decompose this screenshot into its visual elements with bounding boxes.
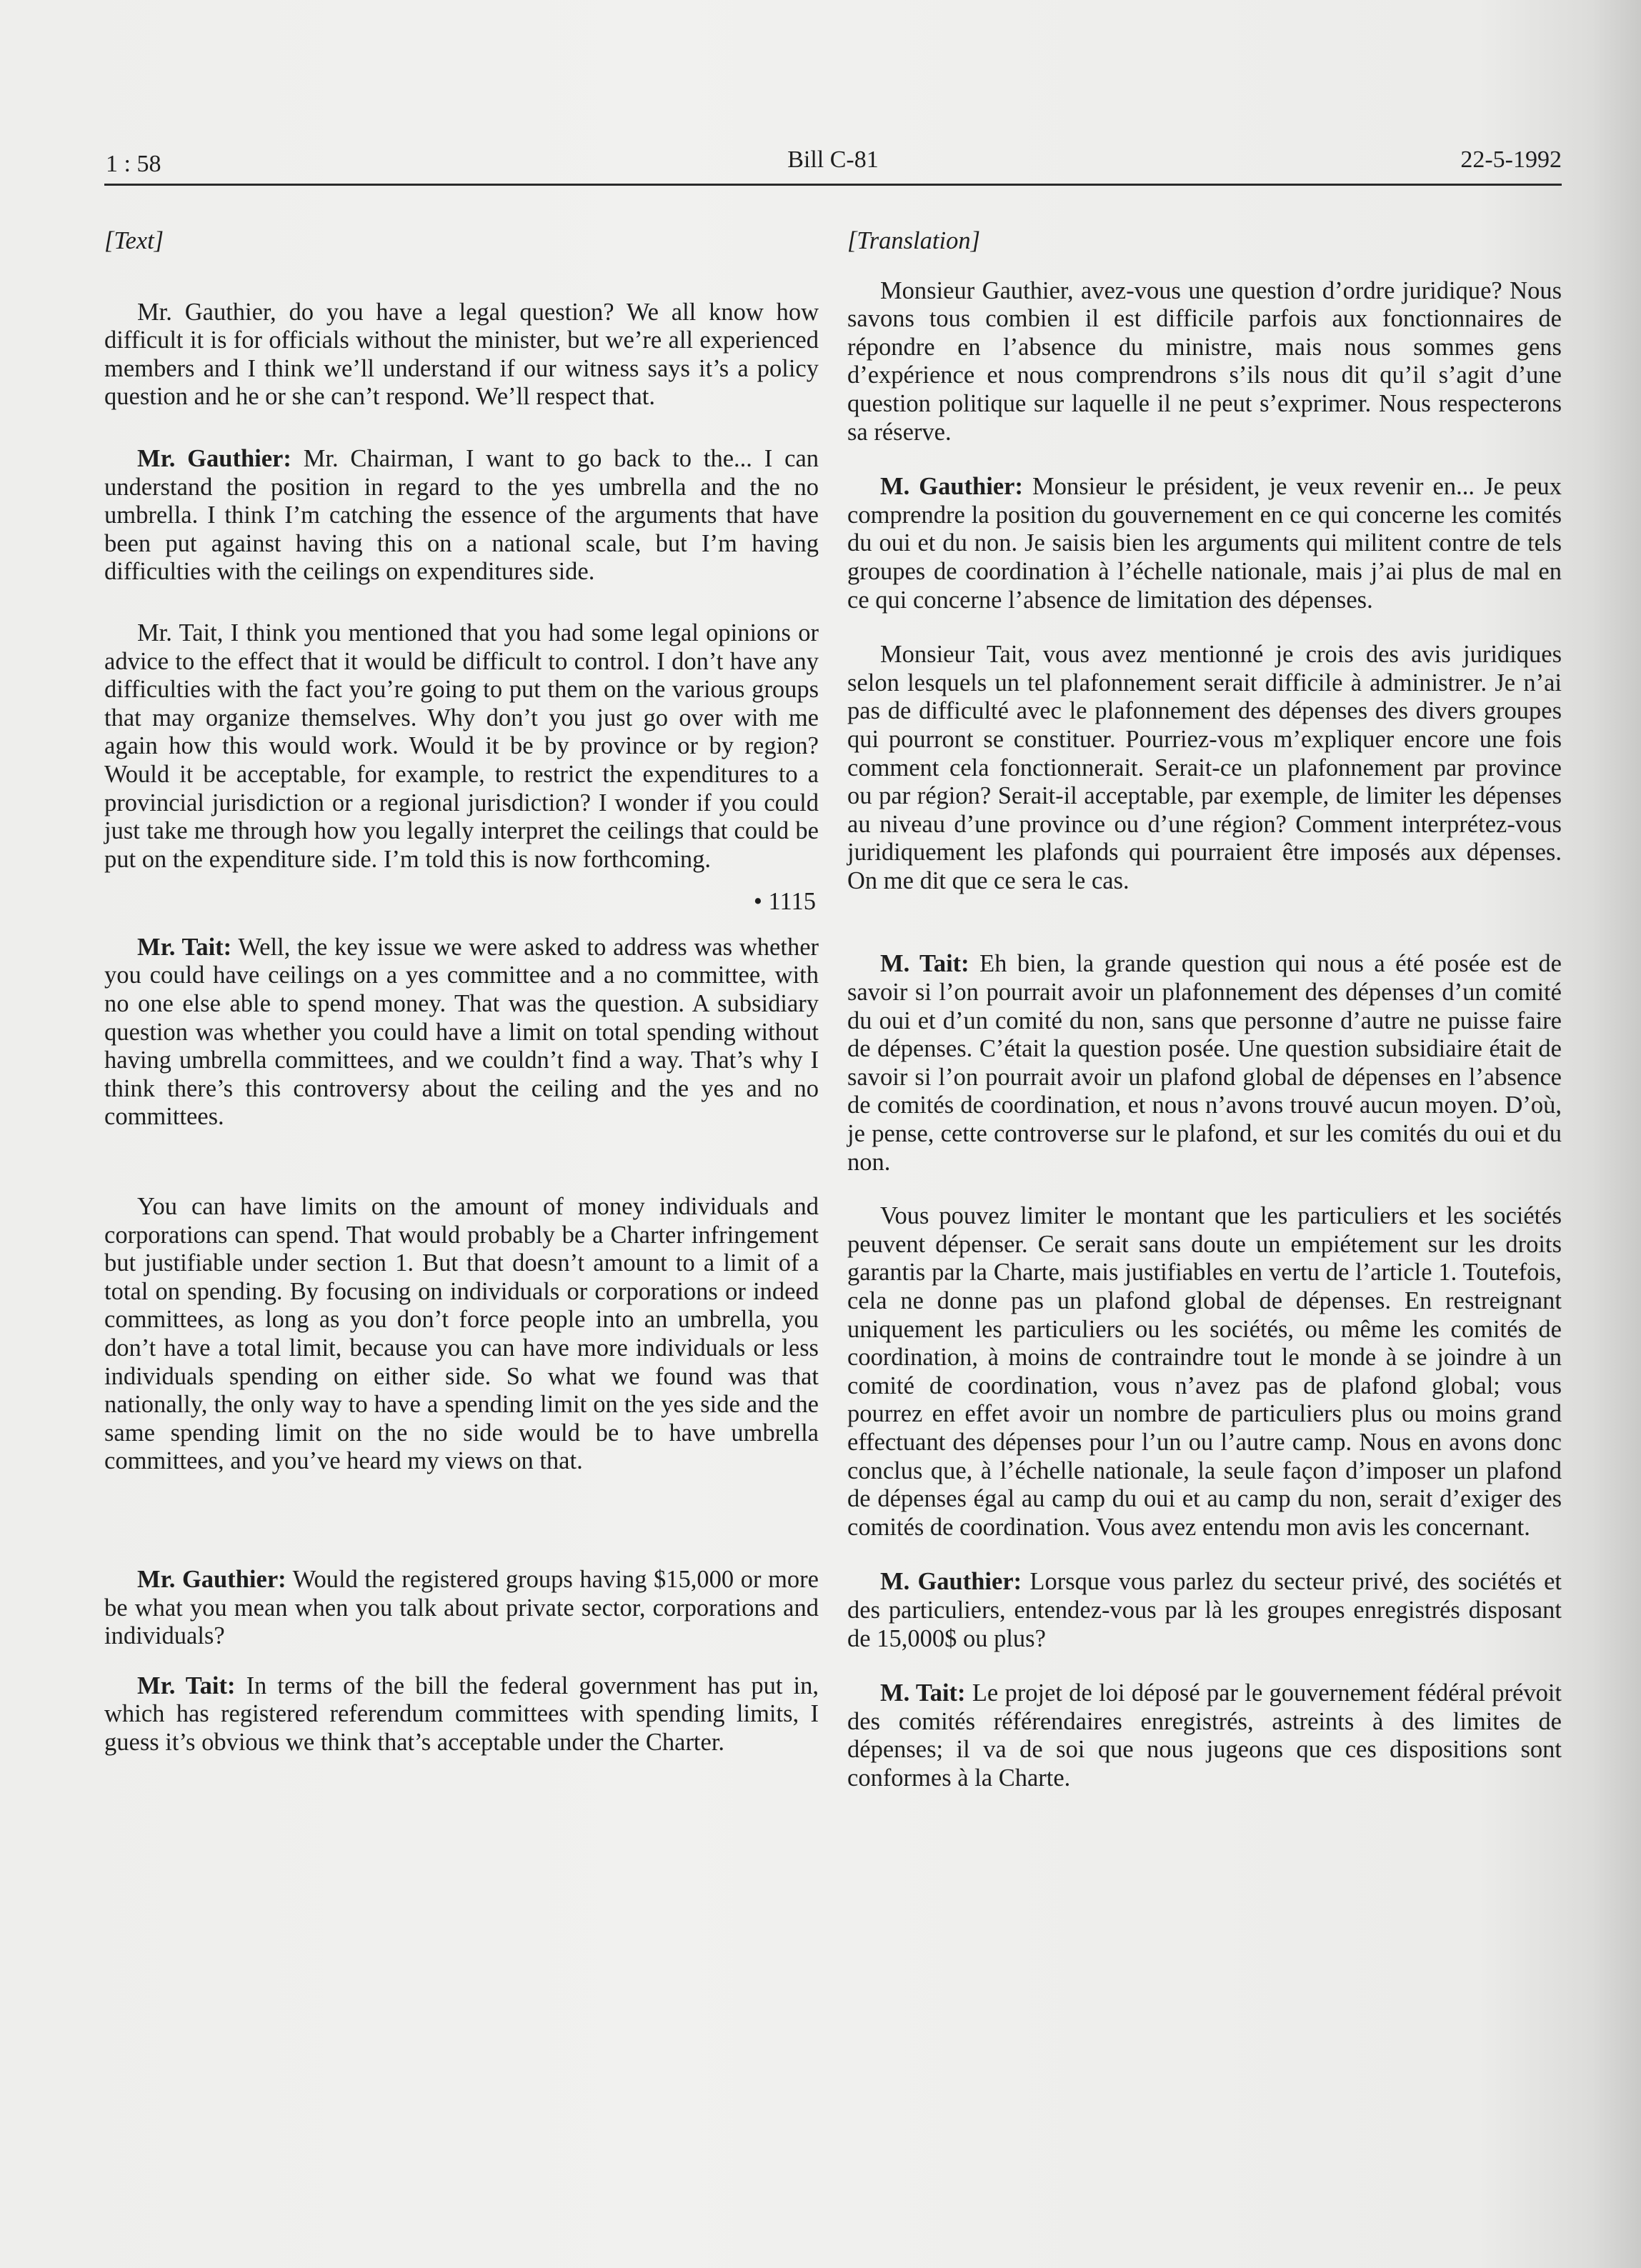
paragraph <box>847 950 1562 1177</box>
speaker-name: Mr. Tait: <box>137 933 232 961</box>
paragraph: Mr. Gauthier, do you have a legal question? We all know how difficult it is for officials without the minister, but we’re all experienced members and I think we’ll understand if our witness says it’s a policy question and he or she can’t respond. We’ll respect that. <box>104 298 819 411</box>
speaker-name: M. Gauthier: <box>880 473 1023 501</box>
paragraph: Mr. Tait, I think you mentioned that you had some legal opinions or advice to the effect that it would be difficult to control. I don’t have any difficulties with the fact you’re going to put them on the various groups that may organize themselves. Why don’t you just go over with me again how this would work. Would it be by province or by region? Would it be acceptable, for example, to restrict the expenditures to a provincial jurisdiction or a regional jurisdiction? I wonder if you could just take me through how you legally interpret the ceilings that could be put on the expenditure side. I’m told this is now forthcoming. <box>104 619 819 873</box>
speaker-name: M. Gauthier: <box>880 1568 1022 1596</box>
page-header <box>104 146 1562 186</box>
header-date: 22-5-1992 <box>1460 146 1562 173</box>
time-marker: • 1115 <box>753 888 816 916</box>
paragraph <box>104 1672 819 1757</box>
page-number: 1 : 58 <box>106 151 161 177</box>
speech-text: Le projet de loi déposé par le gouvernement fédéral prévoit des comités référendaires enregistrés, astreints à des limites de dépenses; il va de soi que nous jugeons que ces dispositions sont conformes à la Charte. <box>847 1679 1562 1792</box>
bill-title: Bill C-81 <box>787 146 879 173</box>
translation-tag: [Translation] <box>847 227 980 254</box>
english-column <box>104 227 819 1757</box>
speech-text: Would the registered groups having $15,000 or more be what you mean when you talk about private sector, corporations and individuals? <box>104 1565 819 1650</box>
speaker-name: M. Tait: <box>880 1679 966 1707</box>
paragraph <box>104 445 819 586</box>
paragraph: Monsieur Gauthier, avez-vous une question d’ordre juridique? Nous savons tous combien il est difficile parfois aux fonctionnaires de répondre en l’absence du ministre, mais nous sommes gens d’expérience et nous comprendrons s’ils nous dit qu’il s’agit d’une question politique sur laquelle il ne peut s’exprimer. Nous respecterons sa réserve. <box>847 276 1562 446</box>
paragraph: Vous pouvez limiter le montant que les particuliers et les sociétés peuvent dépenser. Ce serait sans doute un empiétement sur les droits garantis par la Charte, mais justifiables en vertu de l’article 1. Toutefois, cela ne donne pas un plafond global de dépenses. En restreignant uniquement les particuliers ou les sociétés, ou même les comités de coordination, à moins de contraindre tout le monde à se joindre à un comité de coordination, vous n’avez pas de plafond global; vous pourrez en effet avoir un nombre de particuliers plus ou moins grand effectuant des dépenses pour l’un ou l’autre camp. Nous en avons donc conclus que, à l’échelle nationale, la seule façon d’imposer un plafond de dépenses égal au camp du oui et au camp du non, serait d’exiger des comités de coordination. Vous avez entendu mon avis les concernant. <box>847 1202 1562 1541</box>
text-tag: [Text] <box>104 227 164 254</box>
speaker-name: Mr. Tait: <box>137 1672 236 1699</box>
speech-text: Well, the key issue we were asked to address was whether you could have ceilings on a yes committee and a no committee, with no one else able to spend money. That was the question. A subsidiary question was whether you could have a limit on total spending without having umbrella committees, and we couldn’t find a way. That’s why I think there’s this controversy about the ceiling and the yes and no committees. <box>104 933 819 1131</box>
speech-text: Monsieur le président, je veux revenir en... Je peux comprendre la position du gouvernement en ce qui concerne les comités du oui et du non. Je saisis bien les arguments qui militent contre de tels groupes de coordination à l’échelle nationale, mais j’ai plus de mal en ce qui concerne l’absence de limitation des dépenses. <box>847 473 1562 614</box>
paragraph <box>104 1566 819 1651</box>
paragraph <box>847 473 1562 614</box>
speech-text: Eh bien, la grande question qui nous a été posée est de savoir si l’on pourrait avoir un plafonnement des dépenses d’un comité du oui et d’un comité du non, sans que personne d’autre ne puisse faire de dépenses. C’était la question posée. Une question subsidiaire était de savoir si l’on pourrait avoir un plafond global de dépenses en l’absence de comités de coordination, et nous n’avons trouvé aucun moyen. D’où, je pense, cette controverse sur le plafond, et sur les comités du oui et du non. <box>847 950 1562 1176</box>
french-column <box>847 227 1562 1793</box>
paragraph: Monsieur Tait, vous avez mentionné je crois des avis juridiques selon lesquels un tel plafonnement serait difficile à administrer. Je n’ai pas de difficulté avec le plafonnement des dépenses des divers groupes qui pourront se constituer. Pourriez-vous m’expliquer encore une fois comment cela fonctionnerait. Serait-ce un plafonnement par province ou par région? Serait-il acceptable, par exemple, de limiter les dépenses au niveau d’une province ou d’une région? Comment interprétez-vous juridiquement les plafonds qui pourraient être imposés aux dépenses. On me dit que ce sera le cas. <box>847 641 1562 894</box>
paragraph: You can have limits on the amount of money individuals and corporations can spend. That would probably be a Charter infringement but justifiable under section 1. But that doesn’t amount to a limit of a total on spending. By focusing on individuals or corporations or indeed committees, as long as you don’t force people into an umbrella, you don’t have a total limit, because you can have more individuals or less individuals spending on either side. So what we found was that nationally, the only way to have a spending limit on the yes side and the same spending limit on the no side would be to have umbrella committees, and you’ve heard my views on that. <box>104 1193 819 1475</box>
paragraph <box>847 1568 1562 1653</box>
speech-text: Lorsque vous parlez du secteur privé, des sociétés et des particuliers, entendez-vous par là les groupes enregistrés disposant de 15,000$ ou plus? <box>847 1568 1562 1652</box>
speaker-name: M. Tait: <box>880 950 969 978</box>
speech-text: In terms of the bill the federal government has put in, which has registered referendum committees with spending limits, I guess it’s obvious we think that’s acceptable under the Charter. <box>104 1672 819 1756</box>
speaker-name: Mr. Gauthier: <box>137 444 291 472</box>
speaker-name: Mr. Gauthier: <box>137 1565 286 1593</box>
paragraph <box>847 1679 1562 1792</box>
speech-text: Mr. Chairman, I want to go back to the... I can understand the position in regard to the yes umbrella and the no umbrella. I think I’m catching the essence of the arguments that have been put against having this on a national scale, but I’m having difficulties with the ceilings on expenditures side. <box>104 444 819 586</box>
paragraph <box>104 934 819 1131</box>
